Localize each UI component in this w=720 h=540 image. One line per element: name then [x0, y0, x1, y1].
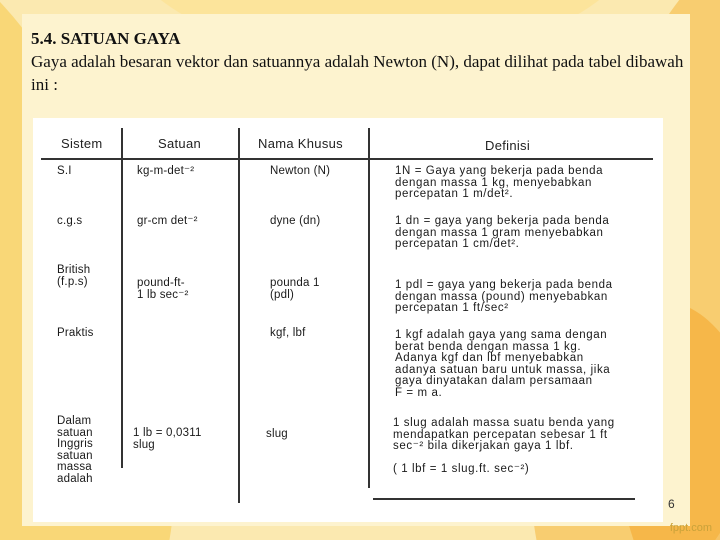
row-si-satuan: kg-m-det⁻²: [137, 165, 195, 177]
table-column-divider: [368, 128, 370, 488]
row-cgs-sistem: c.g.s: [57, 215, 83, 227]
table-header-rule: [41, 158, 653, 160]
row-slug-definisi: 1 slug adalah massa suatu benda yang mendapatkan percepatan sebesar 1 ft sec⁻² bila dikerjakan gaya 1 lbf. ( 1 lbf = 1 slug.ft. sec⁻²): [393, 417, 615, 475]
row-si-definisi: 1N = Gaya yang bekerja pada benda dengan massa 1 kg, menyebabkan percepatan 1 m/det².: [395, 165, 604, 200]
row-si-sistem: S.I: [57, 165, 72, 177]
row-british-satuan: pound-ft- 1 lb sec⁻²: [137, 277, 189, 301]
header-satuan: Satuan: [158, 136, 202, 151]
section-title: 5.4. SATUAN GAYA: [31, 29, 181, 48]
row-praktis-definisi: 1 kgf adalah gaya yang sama dengan berat benda dengan massa 1 kg. Adanya kgf dan lbf menyebabkan adanya satuan baru untuk massa, jika gaya dinyatakan dalam persamaan F = m a.: [395, 329, 611, 399]
slide-heading: [31, 27, 691, 96]
watermark: fppt.com: [669, 522, 712, 534]
table-column-divider: [238, 128, 240, 503]
row-british-definisi: 1 pdl = gaya yang bekerja pada benda dengan massa (pound) menyebabkan percepatan 1 ft/sec²: [395, 279, 613, 314]
header-definisi: Definisi: [485, 138, 531, 153]
table-bottom-rule: [373, 498, 635, 500]
row-cgs-nama: dyne (dn): [270, 215, 321, 227]
row-slug-satuan: 1 lb = 0,0311 slug: [133, 427, 202, 451]
row-british-nama: pounda 1 (pdl): [270, 277, 320, 301]
header-nama-khusus: Nama Khusus: [258, 136, 343, 151]
header-sistem: Sistem: [61, 136, 103, 151]
row-praktis-sistem: Praktis: [57, 327, 94, 339]
force-units-table: [33, 118, 663, 522]
row-cgs-definisi: 1 dn = gaya yang bekerja pada benda dengan massa 1 gram menyebabkan percepatan 1 cm/det².: [395, 215, 610, 250]
row-slug-nama: slug: [266, 428, 288, 440]
row-si-nama: Newton (N): [270, 165, 331, 177]
row-cgs-satuan: gr-cm det⁻²: [137, 215, 198, 227]
row-slug-sistem: Dalam satuan Inggris satuan massa adalah: [57, 415, 93, 485]
section-description: Gaya adalah besaran vektor dan satuannya adalah Newton (N), dapat dilihat pada tabel dibawah ini :: [31, 52, 684, 94]
row-british-sistem: British (f.p.s): [57, 264, 91, 288]
row-praktis-nama: kgf, lbf: [270, 327, 306, 339]
table-column-divider: [121, 128, 123, 468]
page-number: 6: [668, 497, 675, 511]
